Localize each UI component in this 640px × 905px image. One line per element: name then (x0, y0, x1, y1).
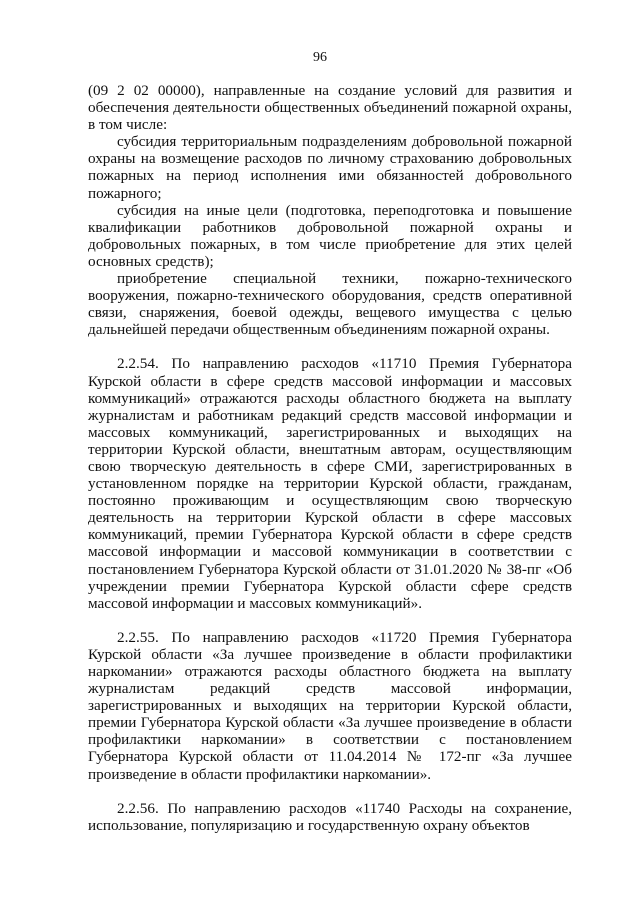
document-body (88, 82, 572, 834)
paragraph-continuation: (09 2 02 00000), направленные на создание условий для развития и обеспечения деятельности общественных объединений пожарной охраны, в том числе: (88, 82, 572, 134)
page-number: 96 (313, 50, 327, 65)
paragraph-subsidy-territorial: субсидия территориальным подразделениям добровольной пожарной охраны на возмещение расходов по личному страхованию добровольных пожарных на период исполнения ими обязанностей добровольного пожарного; (88, 133, 572, 202)
paragraph-2-2-56: 2.2.56. По направлению расходов «11740 Расходы на сохранение, использование, популяризацию и государственную охрану объектов (88, 799, 572, 834)
paragraph-equipment: приобретение специальной техники, пожарно-технического вооружения, пожарно-технического оборудования, средств оперативной связи, снаряжения, боевой одежды, вещевого имущества с целью дальнейшей передачи общественным объединениям пожарной охраны. (88, 270, 572, 339)
paragraph-2-2-55: 2.2.55. По направлению расходов «11720 Премия Губернатора Курской области «За лучшее произведение в области профилактики наркомании» отражаются расходы областного бюджета на выплату журналистам редакций средств массовой информации, зарегистрированных и выходящих на территории Курской области, премии Губернатора Курской области «За лучшее произведение в области профилактики наркомании» в соответствии с постановлением Губернатора Курской области от 11.04.2014 № 172-пг «За лучшее произведение в области профилактики наркомании». (88, 628, 572, 783)
paragraph-2-2-54: 2.2.54. По направлению расходов «11710 Премия Губернатора Курской области в сфере средств массовой информации и массовых коммуникаций» отражаются расходы областного бюджета на выплату журналистам и работникам редакций средств массовой информации и массовых коммуникаций, зарегистрированных и выходящих на территории Курской области, внештатным авторам, осуществляющим свою творческую деятельность в сфере СМИ, зарегистрированных в установленном порядке на территории Курской области, гражданам, постоянно проживающим и осуществляющим свою творческую деятельность на территории Курской области в сфере массовых коммуникаций, премии Губернатора Курской области в сфере средств массовой информации и массовой коммуникации в соответствии с постановлением Губернатора Курской области от 31.01.2020 № 38-пг «Об учреждении премии Губернатора Курской области сфере средств массовой информации и массовых коммуникаций». (88, 355, 572, 612)
paragraph-subsidy-other: субсидия на иные цели (подготовка, переподготовка и повышение квалификации работников добровольной пожарной охраны и добровольных пожарных, в том числе приобретение для этих целей основных средств); (88, 201, 572, 270)
